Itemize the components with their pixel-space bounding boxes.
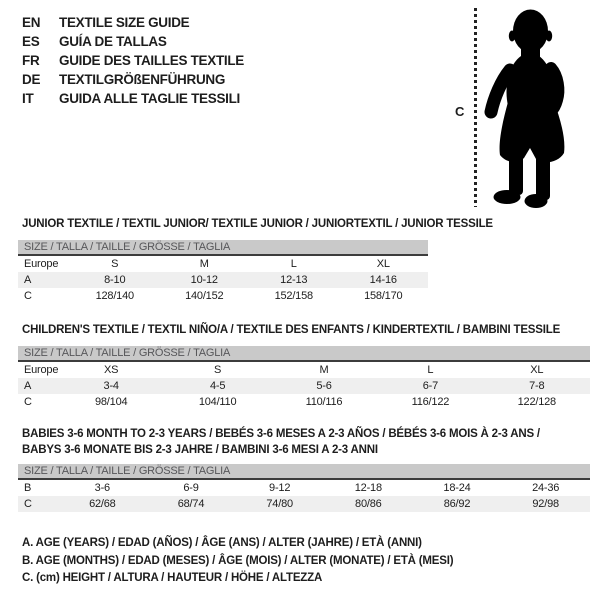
row-label: Europe <box>24 364 58 376</box>
size-header-bar: SIZE / TALLA / TAILLE / GRÖSSE / TAGLIA <box>18 346 590 362</box>
table-cell: 9-12 <box>269 482 291 494</box>
language-row-it <box>22 89 244 108</box>
row-label: A <box>24 380 32 392</box>
footnotes <box>22 535 453 588</box>
table-row <box>18 394 590 410</box>
table-cell: 128/140 <box>95 290 134 302</box>
language-code: DE <box>22 72 41 87</box>
table-cell: 158/170 <box>364 290 403 302</box>
row-label: C <box>24 498 32 510</box>
footnote-a: A. AGE (YEARS) / EDAD (AÑOS) / ÂGE (ANS) / ALTER (JAHRE) / ETÀ (ANNI) <box>22 537 422 549</box>
language-row-es <box>22 32 244 51</box>
row-label: Europe <box>24 258 59 270</box>
table-cell: 122/128 <box>517 396 556 408</box>
table-cell: XS <box>104 364 119 376</box>
babies-size-table <box>18 464 590 512</box>
language-row-en <box>22 13 244 32</box>
footnote-b: B. AGE (MONTHS) / EDAD (MESES) / ÂGE (MOIS) / ALTER (MONATE) / ETÀ (MESI) <box>22 554 454 567</box>
language-code: ES <box>22 34 40 49</box>
footnote-c: C. (cm) HEIGHT / ALTURA / HAUTEUR / HÖHE / ALTEZZA <box>22 572 323 584</box>
table-cell: 5-6 <box>316 380 332 392</box>
baby-silhouette-image <box>480 6 580 211</box>
language-code: IT <box>22 91 34 106</box>
table-cell: L <box>427 364 434 376</box>
table-cell: M <box>319 364 329 376</box>
table-row <box>18 378 590 394</box>
table-cell: M <box>199 258 209 270</box>
table-cell: XL <box>530 364 544 376</box>
table-row <box>18 362 590 378</box>
babies-table-title-line1: BABIES 3-6 MONTH TO 2-3 YEARS / BEBÉS 3-6 MESES A 2-3 AÑOS / BÉBÉS 3-6 MOIS À 2-3 ANS / <box>22 428 540 440</box>
table-cell: 3-6 <box>94 482 110 494</box>
table-cell: 104/110 <box>198 396 237 408</box>
junior-size-table <box>18 240 428 304</box>
table-cell: 10-12 <box>190 274 218 286</box>
table-row <box>18 272 428 288</box>
height-measure-dashed-line <box>474 8 477 207</box>
table-cell: 80/86 <box>355 498 382 510</box>
language-list <box>22 13 244 108</box>
language-label: GUÍA DE TALLAS <box>59 34 167 49</box>
table-cell: 4-5 <box>209 380 226 392</box>
table-row <box>18 480 590 496</box>
row-label: A <box>24 274 32 286</box>
table-cell: S <box>111 258 119 270</box>
babies-table-title-line2: BABYS 3-6 MONATE BIS 2-3 JAHRE / BAMBINI 3-6 MESI A 2-3 ANNI <box>22 444 378 456</box>
language-label: GUIDA ALLE TAGLIE TESSILI <box>59 91 240 106</box>
language-code: FR <box>22 53 40 68</box>
junior-table-title: JUNIOR TEXTILE / TEXTIL JUNIOR/ TEXTILE JUNIOR / JUNIORTEXTIL / JUNIOR TESSILE <box>22 218 493 230</box>
table-cell: 6-9 <box>183 482 199 494</box>
babies-table-title <box>22 426 540 458</box>
table-cell: 24-36 <box>532 482 560 494</box>
table-row <box>18 496 590 512</box>
language-label: TEXTILE SIZE GUIDE <box>59 15 190 30</box>
children-size-table <box>18 346 590 410</box>
table-cell: 6-7 <box>422 380 439 392</box>
size-header-bar: SIZE / TALLA / TAILLE / GRÖSSE / TAGLIA <box>18 240 428 256</box>
table-cell: 18-24 <box>443 482 471 494</box>
table-cell: XL <box>376 258 390 270</box>
row-label: B <box>24 482 32 494</box>
table-cell: 12-13 <box>280 274 308 286</box>
language-row-fr <box>22 51 244 70</box>
table-cell: 116/122 <box>411 396 450 408</box>
size-header-bar: SIZE / TALLA / TAILLE / GRÖSSE / TAGLIA <box>18 464 590 480</box>
row-label: C <box>24 396 32 408</box>
table-cell: 7-8 <box>529 380 545 392</box>
table-cell: 98/104 <box>94 396 128 408</box>
table-row <box>18 256 428 272</box>
table-cell: 14-16 <box>369 274 397 286</box>
table-cell: 92/98 <box>532 498 559 510</box>
table-cell: 68/74 <box>177 498 205 510</box>
children-table-title: CHILDREN'S TEXTILE / TEXTIL NIÑO/A / TEXTILE DES ENFANTS / KINDERTEXTIL / BAMBINI TESSILE <box>22 324 561 336</box>
table-cell: 74/80 <box>266 498 293 510</box>
table-cell: 12-18 <box>354 482 382 494</box>
table-cell: 86/92 <box>443 498 471 510</box>
row-label: C <box>24 290 32 302</box>
table-cell: L <box>290 258 297 270</box>
table-cell: 3-4 <box>103 380 119 392</box>
table-cell: 152/158 <box>274 290 313 302</box>
table-cell: 62/68 <box>89 498 116 510</box>
table-cell: S <box>214 364 222 376</box>
height-measure-label: C <box>455 104 465 119</box>
language-row-de <box>22 70 244 89</box>
language-label: GUIDE DES TAILLES TEXTILE <box>59 53 245 68</box>
language-code: EN <box>22 15 41 30</box>
table-cell: 8-10 <box>104 274 126 286</box>
table-row <box>18 288 428 304</box>
table-cell: 140/152 <box>185 290 224 302</box>
table-cell: 110/116 <box>305 396 343 408</box>
language-label: TEXTILGRÖßENFÜHRUNG <box>59 72 226 87</box>
